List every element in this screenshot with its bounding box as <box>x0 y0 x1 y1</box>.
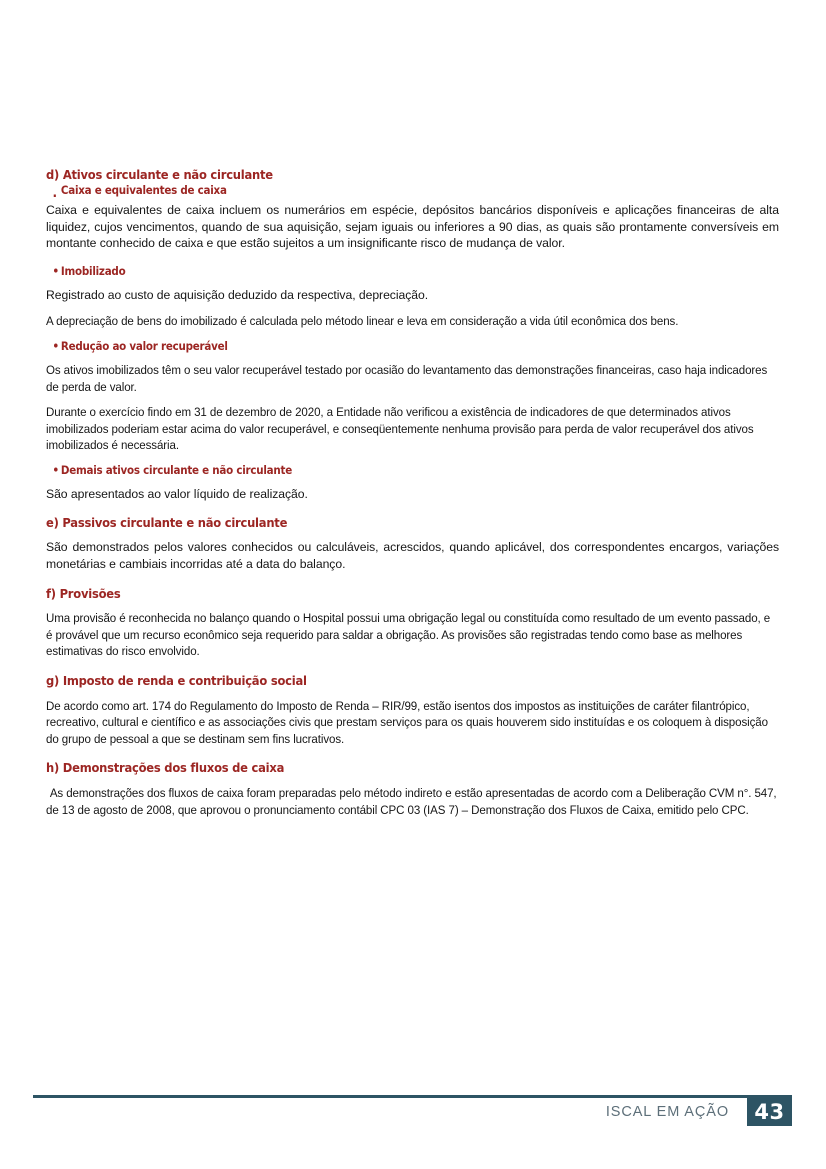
heading-section-f: f) Provisões <box>46 585 121 601</box>
spacer <box>46 601 779 610</box>
spacer <box>46 395 779 404</box>
heading-sub-label: Demais ativos circulante e não circulante <box>60 464 292 478</box>
spacer <box>46 330 779 340</box>
heading-section-e: e) Passivos circulante e não circulante <box>46 514 288 530</box>
paragraph-passivos: São demonstrados pelos valores conhecidos ou calculáveis, acrescidos, quando aplicável, dos correspondentes encargos, variações monetárias e cambiais incorridas até a data do balanço. <box>46 540 779 571</box>
heading-sub-imobilizado <box>46 265 728 278</box>
spacer <box>46 252 779 265</box>
spacer <box>46 689 779 698</box>
bullet-marker-icon: • <box>52 464 59 478</box>
footer-publication-label: ISCAL EM AÇÃO <box>605 1104 729 1120</box>
spacer <box>46 454 779 464</box>
spacer <box>46 303 779 313</box>
heading-sub-label: Redução ao valor recuperável <box>60 340 228 353</box>
page-content <box>46 168 779 818</box>
paragraph-caixa-equivalentes: Caixa e equivalentes de caixa incluem os numerários em espécie, depósitos bancários disponíveis e aplicações financeiras de alta liquidez, cujos vencimentos, quando de sua aquisição, sejam iguais ou inferiores a 90 dias, as quais são prontamente conversíveis em montante conhecido de caixa e que estão sujeitos a um insignificante risco de mudança de valor. <box>46 202 779 251</box>
bullet-marker-icon: • <box>52 264 59 278</box>
heading-section-h: h) Demonstrações dos fluxos de caixa <box>46 760 285 776</box>
paragraph-fluxos-caixa: As demonstrações dos fluxos de caixa foram preparadas pelo método indireto e estão apresentadas de acordo com a Deliberação CVM n°. 547, de 13 de agosto de 2008, que aprovou o pronunciamento contábil CPC 03 (IAS 7) – Demonstração dos Fluxos de Caixa, emitido pelo CPC. <box>46 785 777 817</box>
paragraph-demais-ativos: São apresentados ao valor líquido de realização. <box>46 487 308 502</box>
footer <box>560 1098 792 1126</box>
heading-sub-label: Imobilizado <box>60 264 126 278</box>
paragraph-provisoes: Uma provisão é reconhecida no balanço quando o Hospital possui uma obrigação legal ou constituída como resultado de um evento passado, e é provável que um recurso econômico seja requerido para saldar a obrigação. As provisões são registradas tendo como base as melhores estimativas do risco envolvido. <box>46 611 771 659</box>
paragraph-imposto-renda: De acordo como art. 174 do Regulamento do Imposto de Renda – RIR/99, estão isentos dos impostos as instituições de caráter filantrópico, recreativo, cultural e científico e as associações civis que prestam serviços para os quais houverem sido instituídas e os coloquem à disposição do grupo de pessoal a que se destinam sem fins lucrativos. <box>46 698 768 746</box>
spacer <box>46 660 779 674</box>
spacer <box>46 353 779 362</box>
heading-section-d: d) Ativos circulante e não circulante <box>46 167 273 182</box>
heading-sub-caixa-equivalentes <box>46 183 728 201</box>
heading-section-g: g) Imposto de renda e contribuição social <box>46 672 307 688</box>
spacer <box>46 573 779 587</box>
paragraph-reducao-2: Durante o exercício findo em 31 de dezembro de 2020, a Entidade não verificou a existência de indicadores de que determinados ativos imobilizados poderiam estar acima do valor recuperável, e conseqüentemente nenhuma provisão para perda de valor recuperável dos ativos imobilizados é necessária. <box>46 405 754 453</box>
spacer <box>46 477 779 486</box>
spacer <box>46 530 779 539</box>
heading-sub-demais-ativos <box>46 464 728 477</box>
bullet-marker-icon: • <box>52 340 59 353</box>
heading-sub-reducao-valor-recuperavel <box>46 340 728 353</box>
paragraph-imobilizado-2: A depreciação de bens do imobilizado é calculada pelo método linear e leva em consideração a vida útil econômica dos bens. <box>46 314 679 329</box>
paragraph-reducao-1: Os ativos imobilizados têm o seu valor recuperável testado por ocasião do levantamento das demonstrações financeiras, caso haja indicadores de perda de valor. <box>46 363 768 394</box>
spacer <box>46 776 779 785</box>
page-number-badge: 43 <box>747 1098 792 1126</box>
heading-sub-label: Caixa e equivalentes de caixa <box>60 183 227 197</box>
spacer <box>46 747 779 761</box>
paragraph-imobilizado-1: Registrado ao custo de aquisição deduzido da respectiva, depreciação. <box>46 287 429 302</box>
spacer <box>46 278 779 287</box>
bullet-marker-icon: . <box>52 185 57 201</box>
